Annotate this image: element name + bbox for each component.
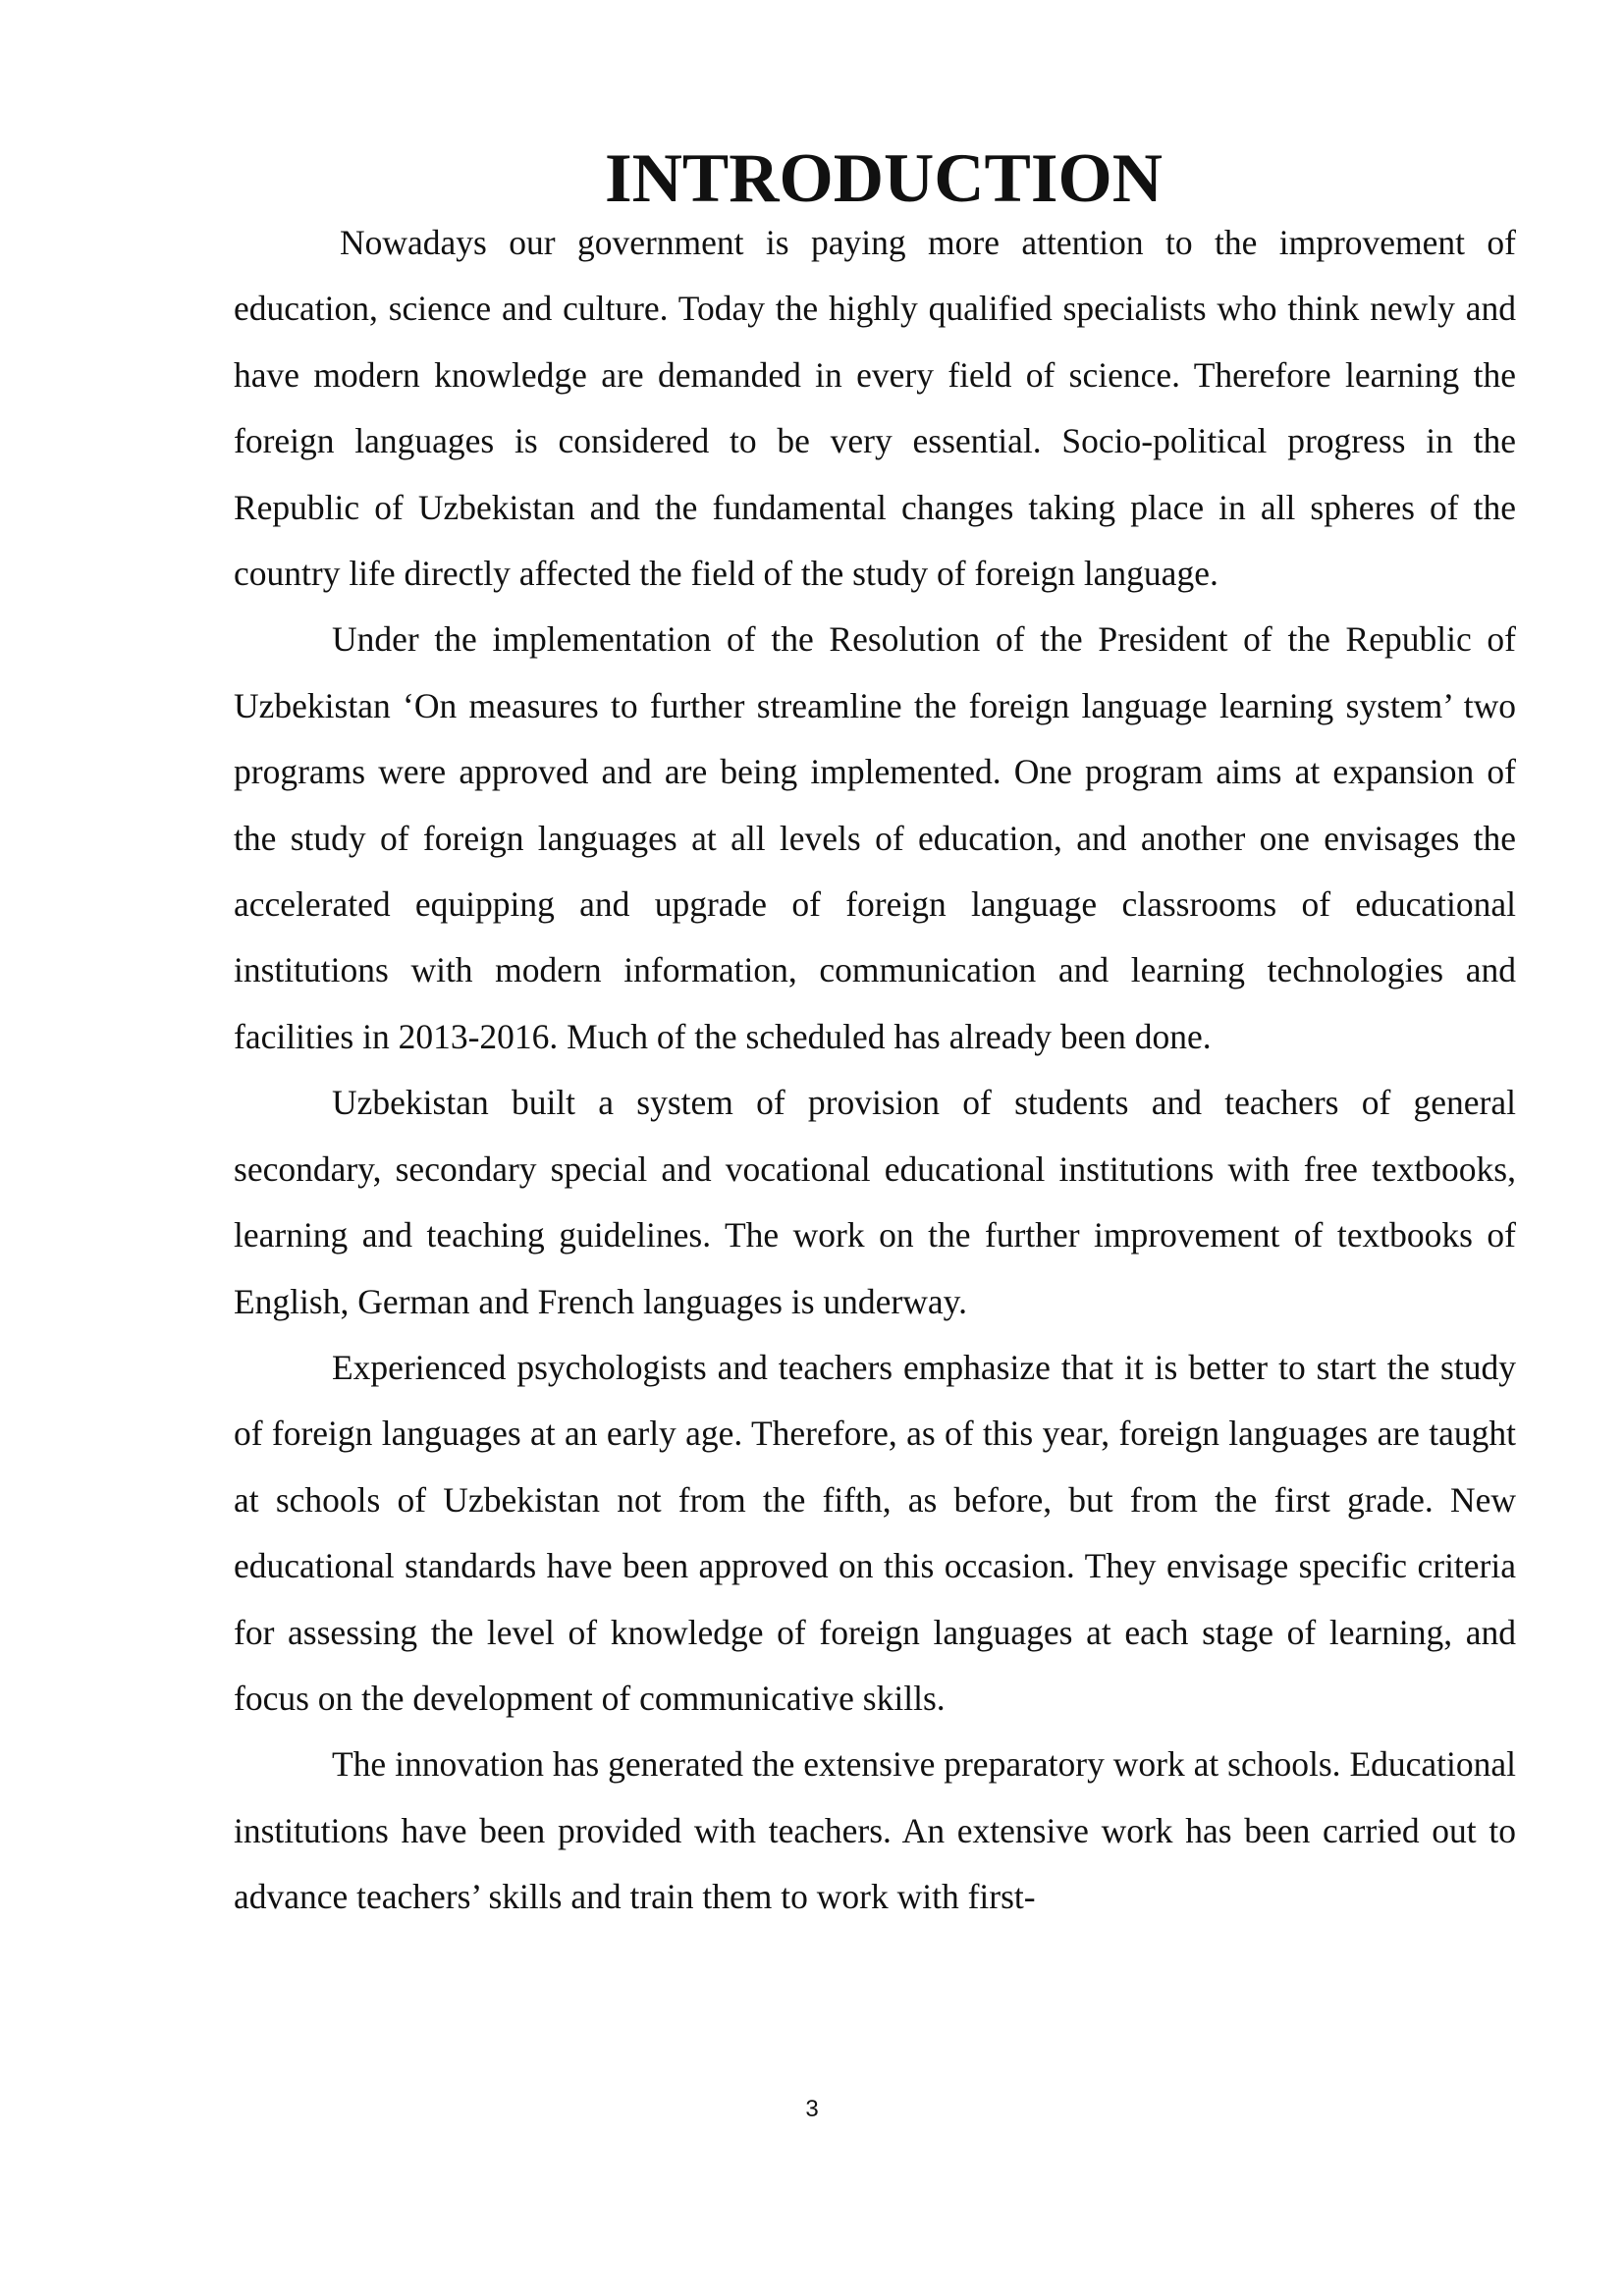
page-number: 3	[805, 2096, 819, 2122]
paragraph-2: Under the implementation of the Resolution of the President of the Republic of Uzbekistan ‘On measures to further streamline the foreign language learning system’ two programs were approved and are being implemented. One program aims at expansion of the study of foreign languages at all levels of education, and another one envisages the accelerated equipping and upgrade of foreign language classrooms of educational institutions with modern information, communication and learning technologies and facilities in 2013-2016. Much of the scheduled has already been done.	[234, 619, 1516, 1056]
paragraph-3: Uzbekistan built a system of provision of students and teachers of general secondary, secondary special and vocational educational institutions with free textbooks, learning and teaching guidelines. The work on the further improvement of textbooks of English, German and French languages is underway.	[234, 1083, 1516, 1321]
paragraph-1: Nowadays our government is paying more attention to the improvement of education, science and culture. Today the highly qualified specialists who think newly and have modern knowledge are demanded in every field of science. Therefore learning the foreign languages is considered to be very essential. Socio-political progress in the Republic of Uzbekistan and the fundamental changes taking place in all spheres of the country life directly affected the field of the study of foreign language.	[234, 223, 1516, 594]
paragraph-5: The innovation has generated the extensive preparatory work at schools. Educational institutions have been provided with teachers. An extensive work has been carried out to advance teachers’ skills and train them to work with first-	[234, 1744, 1516, 1917]
document-page	[234, 140, 1516, 1931]
section-title: INTRODUCTION	[604, 140, 1164, 217]
paragraph-4: Experienced psychologists and teachers emphasize that it is better to start the study of foreign languages at an early age. Therefore, as of this year, foreign languages are taught at schools of Uzbekistan not from the fifth, as before, but from the first grade. New educational standards have been approved on this occasion. They envisage specific criteria for assessing the level of knowledge of foreign languages at each stage of learning, and focus on the development of communicative skills.	[234, 1347, 1516, 1718]
